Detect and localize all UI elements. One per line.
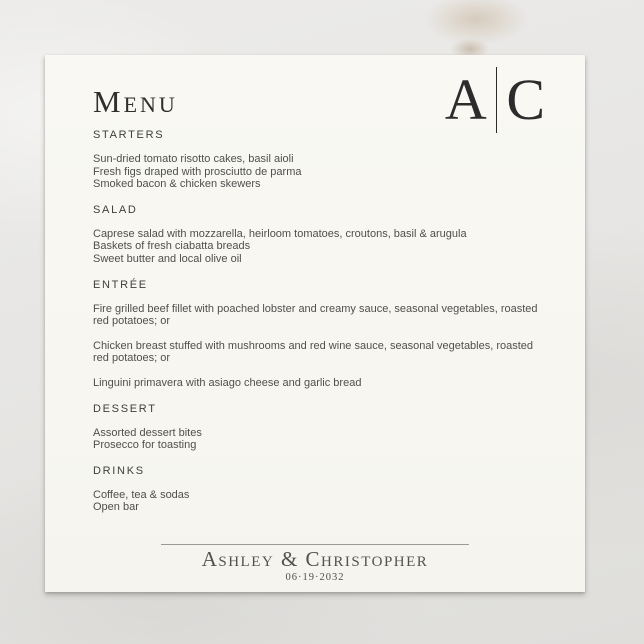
couple-names: Ashley & Christopher — [201, 547, 429, 571]
menu-item: Sweet butter and local olive oil — [93, 252, 242, 265]
menu-item: Smoked bacon & chicken skewers — [93, 178, 261, 191]
menu-section — [93, 403, 547, 452]
menu-item: Open bar — [93, 501, 139, 514]
menu-item: Fresh figs draped with prosciutto de parma — [93, 165, 302, 178]
section-label: DESSERT — [93, 402, 157, 415]
menu-section — [93, 129, 547, 191]
card-footer — [45, 544, 585, 584]
menu-item: Assorted dessert bites — [93, 426, 202, 439]
menu-title: Menu — [93, 84, 178, 119]
menu-item: Linguini primavera with asiago cheese and garlic bread — [93, 376, 362, 389]
menu-item: Sun-dried tomato risotto cakes, basil aioli — [93, 153, 294, 165]
monogram-letter-right: C — [506, 67, 545, 132]
menu-card — [45, 55, 585, 592]
menu-item: Baskets of fresh ciabatta breads — [93, 240, 251, 253]
menu-item: Prosecco for toasting — [93, 439, 197, 452]
menu-sections — [93, 129, 547, 514]
menu-section — [93, 204, 547, 266]
menu-section — [93, 279, 547, 390]
wedding-date: 06·19·2032 — [285, 572, 345, 583]
section-label: DRINKS — [93, 464, 145, 477]
footer-rule — [161, 544, 469, 545]
monogram — [445, 67, 545, 133]
section-label: ENTRÉE — [93, 278, 148, 291]
menu-item: Fire grilled beef fillet with poached lobster and creamy sauce, seasonal vegetables, roasted red potatoes; or — [93, 302, 538, 328]
section-label: STARTERS — [93, 129, 165, 141]
menu-item: Chicken breast stuffed with mushrooms and red wine sauce, seasonal vegetables, roasted red potatoes; or — [93, 339, 534, 365]
menu-item: Caprese salad with mozzarella, heirloom tomatoes, croutons, basil & arugula — [93, 227, 467, 240]
monogram-divider — [496, 67, 498, 133]
menu-section — [93, 465, 547, 514]
section-label: SALAD — [93, 203, 138, 216]
monogram-letter-left: A — [444, 67, 487, 132]
menu-item: Coffee, tea & sodas — [93, 488, 190, 501]
